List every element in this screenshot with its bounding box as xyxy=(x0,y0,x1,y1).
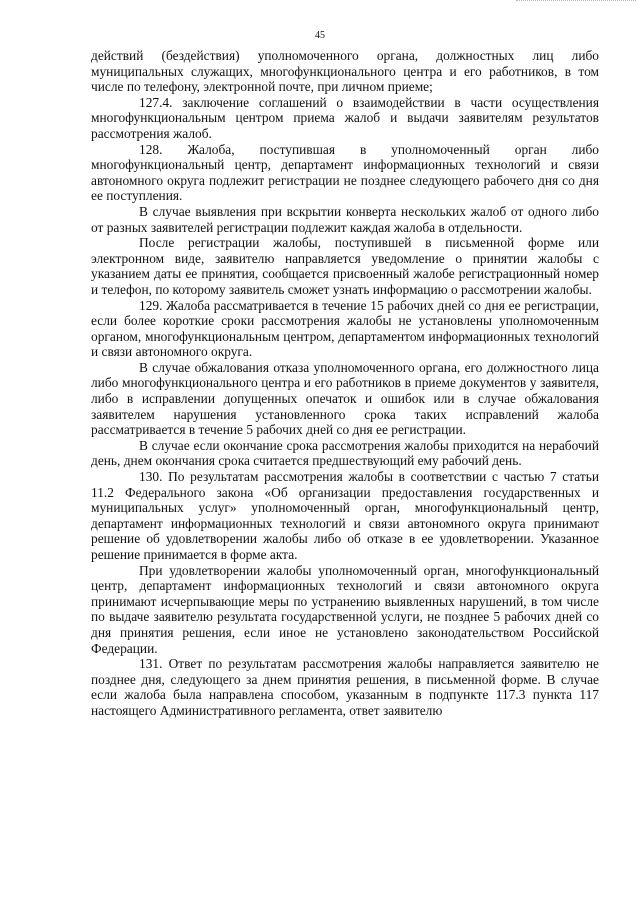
scan-edge-mark xyxy=(516,0,636,3)
paragraph-128: 128. Жалоба, поступившая в уполномоченный орган либо многофункциональный центр, департамент информационных технологий и связи автономного округа подлежит регистрации не позднее следующего рабочего дня со дня ее поступления. xyxy=(91,141,599,204)
paragraph-refusal-appeal: В случае обжалования отказа уполномоченного органа, его должностного лица либо многофункционального центра и его работников в приеме документов у заявителя, либо в исправлении допущенных опечаток и ошибок или в случае обжалования заявителем нарушения установленного срока таких исправлений жалоба рассматривается в течение 5 рабочих дней со дня ее регистрации. xyxy=(91,359,599,438)
paragraph-131: 131. Ответ по результатам рассмотрения жалобы направляется заявителю не позднее дня, следующего за днем принятия решения, в письменной форме. В случае если жалоба была направлена способом, указанным в подпункте 117.3 пункта 117 настоящего Административного регламента, ответ заявителю xyxy=(91,656,599,718)
paragraph-continuation: действий (бездействия) уполномоченного органа, должностных лиц либо муниципальных служащих, многофункционального центра и его работников, в том числе по телефону, электронной почте, при личном приеме; xyxy=(91,48,599,95)
page-number: 45 xyxy=(315,30,325,41)
paragraph-multiple-complaints: В случае выявления при вскрытии конверта нескольких жалоб от одного либо от разных заявителей регистрации подлежит каждая жалоба в отдельности. xyxy=(91,203,599,235)
paragraph-non-working-day: В случае если окончание срока рассмотрения жалобы приходится на нерабочий день, днем окончания срока считается предшествующий ему рабочий день. xyxy=(91,437,599,469)
paragraph-130: 130. По результатам рассмотрения жалобы в соответствии с частью 7 статьи 11.2 Федерального закона «Об организации предоставления государственных и муниципальных услуг» уполномоченный орган, многофункциональный центр, департамент информационных технологий и связи автономного округа принимают решение об удовлетворении жалобы либо об отказе в ее удовлетворении. Указанное решение принимается в форме акта. xyxy=(91,469,599,562)
paragraph-satisfaction: При удовлетворении жалобы уполномоченный орган, многофункциональный центр, департамент информационных технологий и связи автономного округа принимают исчерпывающие меры по устранению выявленных нарушений, в том числе по выдаче заявителю результата государственной услуги, не позднее 5 рабочих дней со дня принятия решения, если иное не установлено законодательством Российской Федерации. xyxy=(91,562,599,656)
paragraph-129: 129. Жалоба рассматривается в течение 15 рабочих дней со дня ее регистрации, если более короткие сроки рассмотрения жалобы не установлены уполномоченным органом, многофункциональным центром, департаментом информационных технологий и связи автономного округа. xyxy=(91,297,599,360)
document-body xyxy=(91,48,599,719)
paragraph-127-4: 127.4. заключение соглашений о взаимодействии в части осуществления многофункциональным центром приема жалоб и выдачи заявителям результатов рассмотрения жалоб. xyxy=(91,94,599,141)
paragraph-registration-notice: После регистрации жалобы, поступившей в письменной форме или электронном виде, заявителю направляется уведомление о принятии жалобы с указанием даты ее принятия, сообщается присвоенный жалобе регистрационный номер и телефон, по которому заявитель сможет узнать информацию о рассмотрении жалобы. xyxy=(91,235,599,297)
